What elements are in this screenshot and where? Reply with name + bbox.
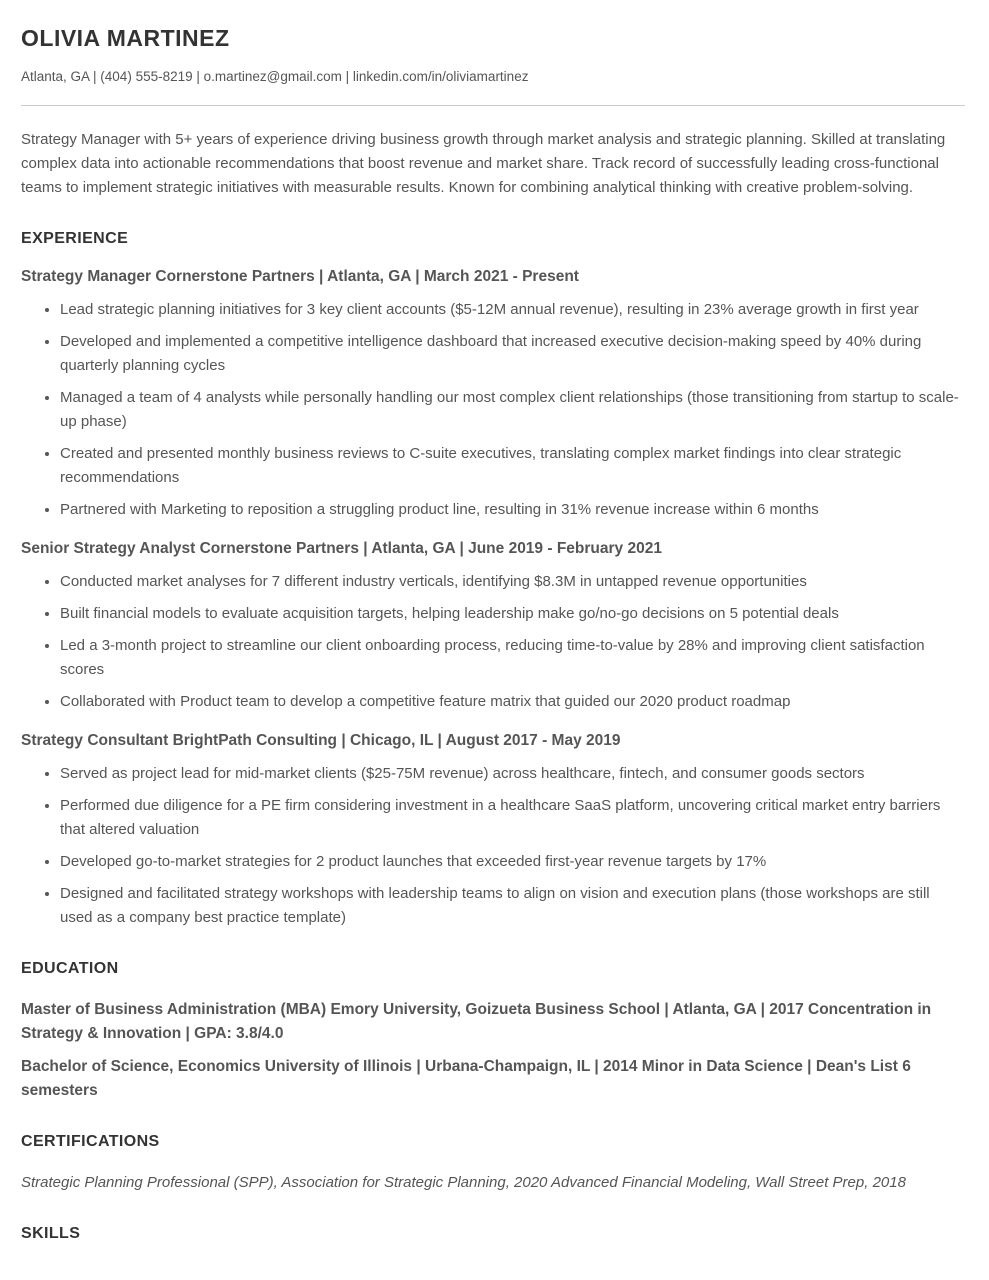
job-bullet: • Built financial models to evaluate acquisition targets, helping leadership make go/no-go decisions on 5 potential deals xyxy=(60,602,965,626)
contact-info: Atlanta, GA | (404) 555-8219 | o.martinez@gmail.com | linkedin.com/in/oliviamartinez xyxy=(21,69,529,84)
job-bullet: • Conducted market analyses for 7 different industry verticals, identifying $8.3M in untapped revenue opportunities xyxy=(60,570,965,594)
job-bullet: • Led a 3-month project to streamline our client onboarding process, reducing time-to-value by 28% and improving client satisfaction scores xyxy=(60,634,965,682)
job-bullet: • Lead strategic planning initiatives for 3 key client accounts ($5-12M annual revenue), resulting in 23% average growth in first year xyxy=(60,298,965,322)
job-bullet: • Designed and facilitated strategy workshops with leadership teams to align on vision and execution plans (those workshops are still used as a company best practice template) xyxy=(60,882,965,930)
job-bullet: • Collaborated with Product team to develop a competitive feature matrix that guided our 2020 product roadmap xyxy=(60,690,965,714)
education-entry-bs: Bachelor of Science, Economics University of Illinois | Urbana-Champaign, IL | 2014 Minor in Data Science | Dean's List 6 semesters xyxy=(21,1058,911,1099)
job-bullets-senior-strategy-analyst xyxy=(21,570,965,714)
job-bullet: • Performed due diligence for a PE firm considering investment in a healthcare SaaS platform, uncovering critical market entry barriers that altered valuation xyxy=(60,794,965,842)
section-heading-education: EDUCATION xyxy=(21,960,119,977)
experience-section xyxy=(21,230,965,930)
section-heading-skills: SKILLS xyxy=(21,1225,81,1242)
job-bullets-strategy-manager xyxy=(21,298,965,522)
job-bullet: • Created and presented monthly business reviews to C-suite executives, translating complex market findings into clear strategic recommendations xyxy=(60,442,965,490)
job-heading-strategy-manager: Strategy Manager Cornerstone Partners | Atlanta, GA | March 2021 - Present xyxy=(21,268,579,285)
job-heading-senior-strategy-analyst: Senior Strategy Analyst Cornerstone Partners | Atlanta, GA | June 2019 - February 2021 xyxy=(21,540,662,557)
job-bullet: • Managed a team of 4 analysts while personally handling our most complex client relationships (those transitioning from startup to scale-up phase) xyxy=(60,386,965,434)
certifications-text: Strategic Planning Professional (SPP), Association for Strategic Planning, 2020 Advanced Financial Modeling, Wall Street Prep, 2018 xyxy=(21,1174,906,1191)
candidate-name: OLIVIA MARTINEZ xyxy=(21,25,230,51)
job-bullet: • Developed and implemented a competitive intelligence dashboard that increased executive decision-making speed by 40% during quarterly planning cycles xyxy=(60,330,965,378)
education-entry-mba: Master of Business Administration (MBA) Emory University, Goizueta Business School | Atlanta, GA | 2017 Concentration in Strategy & Innovation | GPA: 3.8/4.0 xyxy=(21,1001,932,1042)
summary-paragraph: Strategy Manager with 5+ years of experience driving business growth through market analysis and strategic planning. Skilled at translating complex data into actionable recommendations that boost revenue and market share. Track record of successfully leading cross-functional teams to implement strategic initiatives with measurable results. Known for combining analytical thinking with creative problem-solving. xyxy=(21,131,946,196)
certifications-section xyxy=(21,1133,965,1195)
resume-header xyxy=(21,25,965,106)
section-heading-certifications: CERTIFICATIONS xyxy=(21,1133,160,1150)
skills-section xyxy=(21,1225,965,1243)
job-bullet: • Developed go-to-market strategies for 2 product launches that exceeded first-year revenue targets by 17% xyxy=(60,850,965,874)
education-section xyxy=(21,960,965,1103)
job-heading-strategy-consultant: Strategy Consultant BrightPath Consulting | Chicago, IL | August 2017 - May 2019 xyxy=(21,732,621,749)
job-bullets-strategy-consultant xyxy=(21,762,965,930)
section-heading-experience: EXPERIENCE xyxy=(21,230,129,247)
header-divider xyxy=(21,105,965,106)
job-bullet: • Partnered with Marketing to reposition a struggling product line, resulting in 31% revenue increase within 6 months xyxy=(60,498,965,522)
job-bullet: • Served as project lead for mid-market clients ($25-75M revenue) across healthcare, fintech, and consumer goods sectors xyxy=(60,762,965,786)
